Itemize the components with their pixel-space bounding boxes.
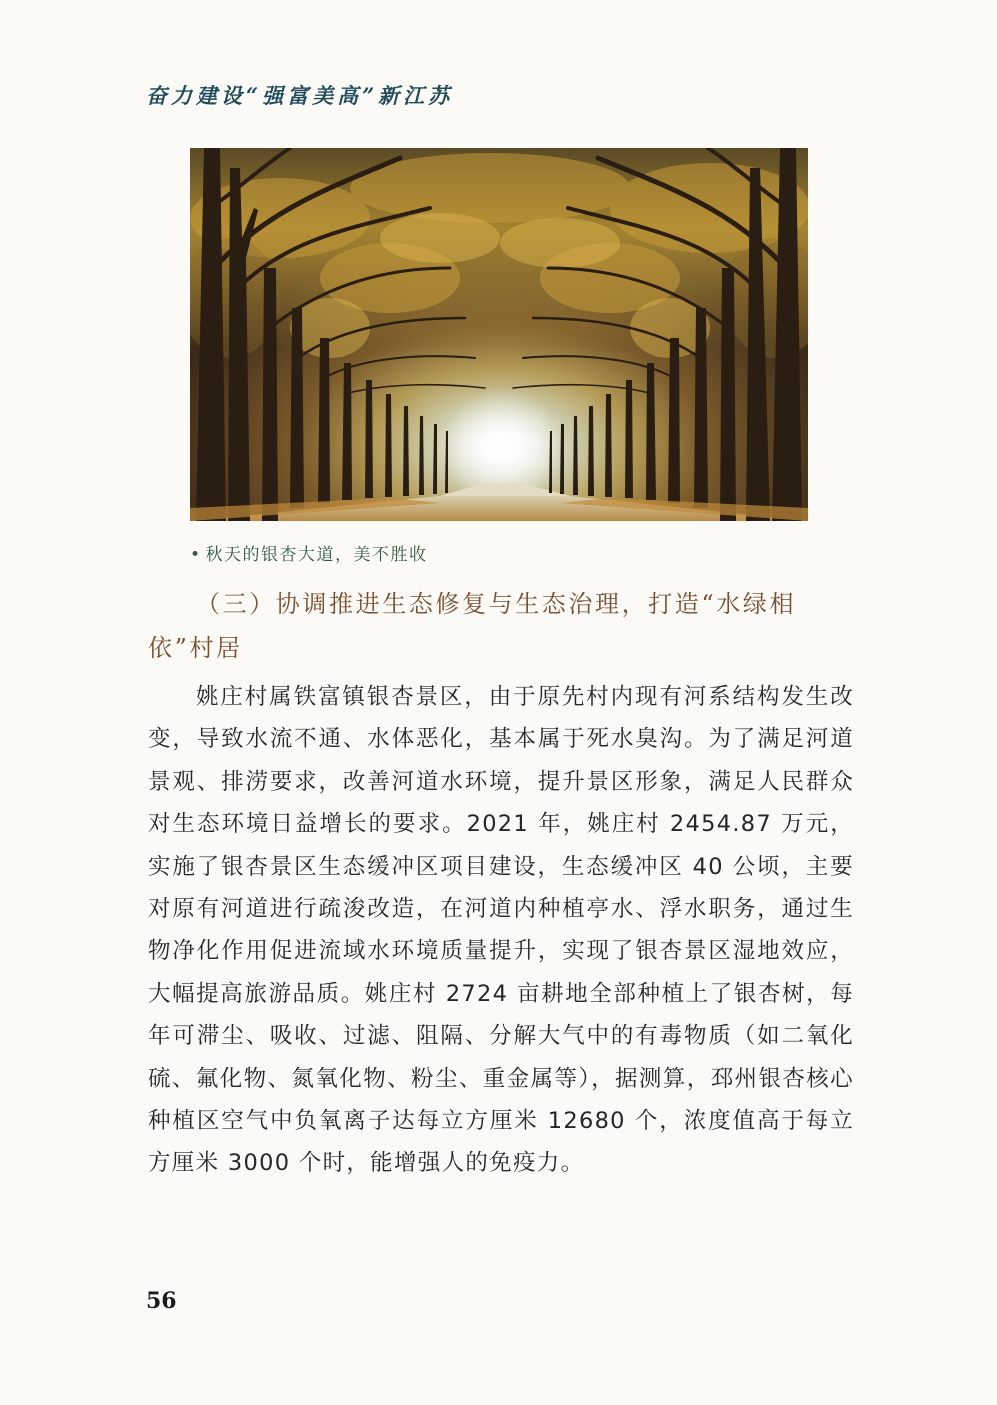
section-heading: （三）协调推进生态修复与生态治理，打造“水绿相依”村居 bbox=[148, 590, 797, 662]
running-header: 奋力建设“强富美高”新江苏 bbox=[146, 83, 454, 108]
caption-bullet: • bbox=[190, 545, 202, 565]
caption-text: 秋天的银杏大道，美不胜收 bbox=[205, 545, 428, 565]
page-number: 56 bbox=[146, 1288, 177, 1314]
body-paragraph: 姚庄村属铁富镇银杏景区，由于原先村内现有河系结构发生改变，导致水流不通、水体恶化，基本属于死水臭沟。为了满足河道景观、排涝要求，改善河道水环境，提升景区形象，满足人民群众对生态环境日益增长的要求。2021 年，姚庄村 2454.87 万元，实施了银杏景区生态缓冲区项目建设，生态缓冲区 40 公顷，主要对原有河道进行疏浚改造，在河道内种植亭水、浮水职务，通过生物净化作用促进流域水环境质量提升，实现了银杏景区湿地效应，大幅提高旅游品质。姚庄村 2724 亩耕地全部种植上了银杏树，每年可滞尘、吸收、过滤、阻隔、分解大气中的有毒物质（如二氧化硫、氟化物、氮氧化物、粉尘、重金属等），据测算，邳州银杏核心种植区空气中负氧离子达每立方厘米 12680 个，浓度值高于每立方厘米 3000 个时，能增强人的免疫力。 bbox=[148, 684, 854, 1177]
figure-caption bbox=[190, 540, 428, 565]
ginkgo-avenue-photo bbox=[190, 148, 808, 521]
